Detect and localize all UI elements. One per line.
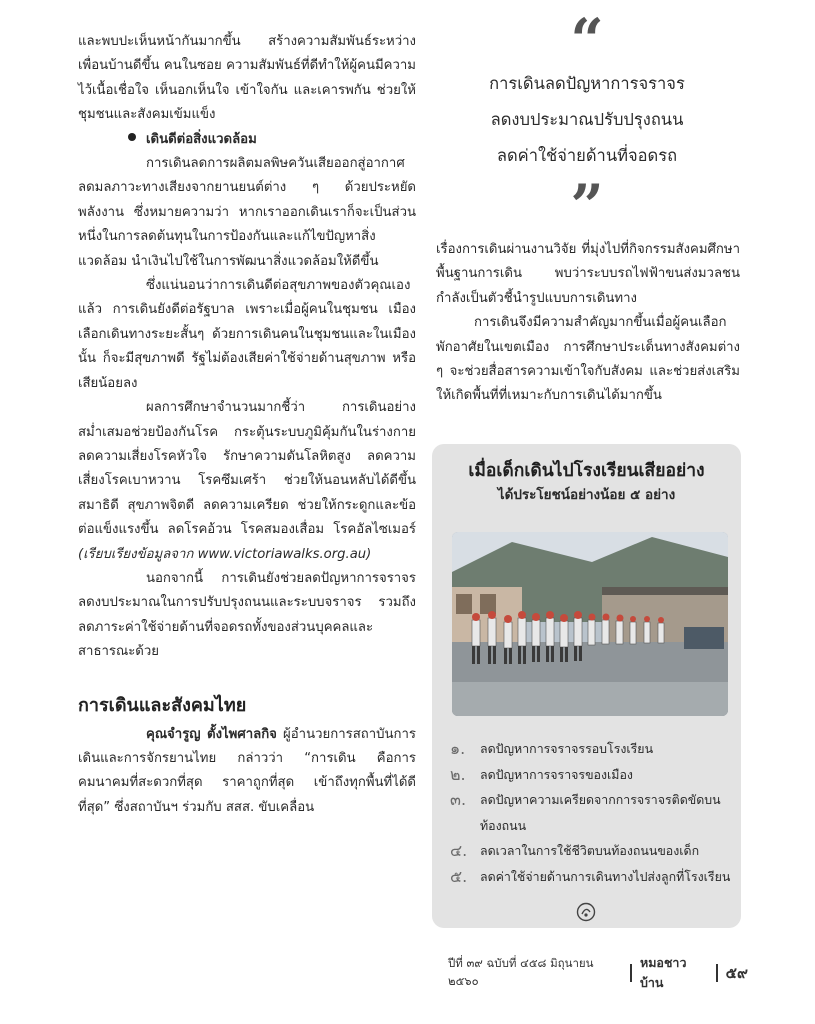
footer-divider — [716, 964, 718, 982]
society-text: ผู้อำนวยการสถาบันการเดินและการจักรยานไทย กล่าวว่า “การเดิน คือการคมนาคมที่สะดวกที่สุด ราคาถูกที่สุด เข้าถึงทุกพื้นที่ได้ดีที่สุด” ซึ่งสถาบันฯ ร่วมกับ สสส. ขับเคลื่อน — [78, 726, 416, 815]
item-text: ลดปัญหาความเครียดจากการจราจรติดขัดบนท้องถนน — [480, 792, 721, 833]
left-column — [78, 30, 416, 820]
item-text: ลดปัญหาการจราจรรอบโรงเรียน — [480, 741, 654, 756]
pull-quote — [437, 14, 737, 232]
boxout-title: เมื่อเด็กเดินไปโรงเรียนเสียอย่าง — [468, 461, 705, 481]
paragraph-traffic: นอกจากนี้ การเดินยังช่วยลดปัญหาการจราจร ลดงบประมาณในการปรับปรุงถนนและระบบจราจร รวมถึงลดภาระค่าใช้จ่ายด้านที่จอดรถทั้งของส่วนบุคคลและสาธารณะด้วย — [78, 570, 416, 660]
benefits-list — [450, 736, 735, 889]
close-quote-mark: ” — [570, 180, 604, 220]
section-logo-icon — [576, 902, 596, 922]
health-text: ผลการศึกษาจำนวนมากชี้ว่า การเดินอย่างสม่ำเสมอช่วยป้องกันโรค กระตุ้นระบบภูมิคุ้มกันในร่างกาย ลดความเสี่ยงโรคหัวใจ รักษาความดันโลหิตสูง ลดความเสี่ยงโรคเบาหวาน โรคซึมเศร้า ช่วยให้นอนหลับได้ดีขึ้น สมาธิดี สุขภาพจิตดี ลดความเครียด ช่วยให้กระดูกและข้อต่อแข็งแรงขึ้น ลดโรคอ้วน โรคสมองเสื่อม โรคอัลไซเมอร์ — [78, 400, 416, 538]
footer-divider — [630, 964, 632, 982]
bullet-heading-text: เดินดีต่อสิ่งแวดล้อม — [146, 131, 257, 147]
children-walking-photo — [452, 532, 728, 716]
paragraph-health — [78, 396, 416, 567]
citation: (เรียบเรียงข้อมูลจาก www.victoriawalks.org.au) — [78, 546, 372, 562]
benefits-boxout — [432, 444, 741, 928]
person-name: คุณจำรูญ ตั้งไพศาลกิจ — [146, 726, 277, 742]
paragraph-intro: และพบปะเห็นหน้ากันมากขึ้น สร้างความสัมพันธ์ระหว่างเพื่อนบ้านดีขึ้น คนในซอย ความสัมพันธ์ที่ดีทำให้ผู้คนมีความไว้เนื้อเชื่อใจ เห็นอกเห็นใจ เข้าใจกัน และเคารพกัน ช่วยให้ชุมชนและสังคมเข้มแข็ง — [78, 34, 416, 123]
quote-line-1: การเดินลดปัญหาการจราจร — [489, 74, 685, 93]
item-text: ลดเวลาในการใช้ชีวิตบนท้องถนนของเด็ก — [480, 843, 700, 858]
item-text: ลดปัญหาการจราจรของเมือง — [480, 766, 633, 782]
quote-line-2: ลดงบประมาณปรับปรุงถนน — [490, 110, 684, 129]
right-column — [436, 238, 740, 409]
paragraph-society — [78, 723, 416, 821]
paragraph-research: เรื่องการเดินผ่านงานวิจัย ที่มุ่งไปที่กิจกรรมสังคมศึกษาพื้นฐานการเดิน พบว่าระบบรถไฟฟ้าขนส่งมวลชนกำลังเป็นตัวชี้นำรูปแบบการเดินทาง — [436, 242, 740, 306]
page-footer — [447, 955, 748, 990]
bullet-heading — [128, 128, 416, 152]
section-title: การเดินและสังคมไทย — [78, 694, 247, 716]
issue-info: ปีที่ ๓๙ ฉบับที่ ๔๕๘ มิถุนายน ๒๕๖๐ — [447, 956, 594, 988]
paragraph-environment: การเดินลดการผลิตมลพิษควันเสียออกสู่อากาศ ลดมลภาวะทางเสียงจากยานยนต์ต่าง ๆ ด้วยประหยัดพลังงาน ซึ่งหมายความว่า หากเราออกเดินเราก็จะเป็นส่วนหนึ่งในการลดต้นทุนในการป้องกันและแก้ไขปัญหาสิ่งแวดล้อม นำเงินไปใช้ในการพัฒนาสิ่งแวดล้อมให้ดีขึ้น — [78, 156, 416, 269]
magazine-name: หมอชาวบ้าน — [639, 955, 687, 990]
paragraph-importance: การเดินจึงมีความสำคัญมากขึ้นเมื่อผู้คนเลือกพักอาศัยในเขตเมือง การศึกษาประเด็นทางสังคมต่าง ๆ จะช่วยสื่อสารความเข้าใจกับสังคม และช่วยส่งเสริมให้เกิดพื้นที่ที่เหมาะกับการเดินได้มากขึ้น — [436, 315, 740, 404]
item-number: ๕. — [450, 866, 468, 886]
bullet-icon — [128, 133, 136, 141]
boxout-subtitle: ได้ประโยชน์อย่างน้อย ๕ อย่าง — [497, 487, 676, 503]
open-quote-mark: “ — [570, 14, 604, 54]
item-number: ๓. — [450, 790, 467, 809]
item-number: ๔. — [450, 841, 468, 860]
quote-line-3: ลดค่าใช้จ่ายด้านที่จอดรถ — [496, 146, 678, 165]
item-text: ลดค่าใช้จ่ายด้านการเดินทางไปส่งลูกที่โรงเรียน — [480, 868, 731, 884]
list-item — [450, 787, 735, 838]
list-item — [450, 736, 735, 762]
list-item — [450, 762, 735, 788]
page-number: ๕๙ — [725, 964, 748, 982]
item-number: ๑. — [450, 739, 466, 758]
photo-illustration — [452, 532, 728, 716]
paragraph-economy: ซึ่งแน่นอนว่าการเดินดีต่อสุขภาพของตัวคุณเองแล้ว การเดินยังดีต่อรัฐบาล เพราะเมื่อผู้คนในชุมชน เมือง เลือกเดินทางระยะสั้นๆ ด้วยการเดินคนในชุมชนและในเมืองนั้น ก็จะมีสุขภาพดี รัฐไม่ต้องเสียค่าใช้จ่ายด้านสุขภาพ หรือเสียน้อยลง — [78, 278, 416, 391]
item-number: ๒. — [450, 764, 466, 784]
list-item — [450, 838, 735, 864]
list-item — [450, 864, 735, 890]
